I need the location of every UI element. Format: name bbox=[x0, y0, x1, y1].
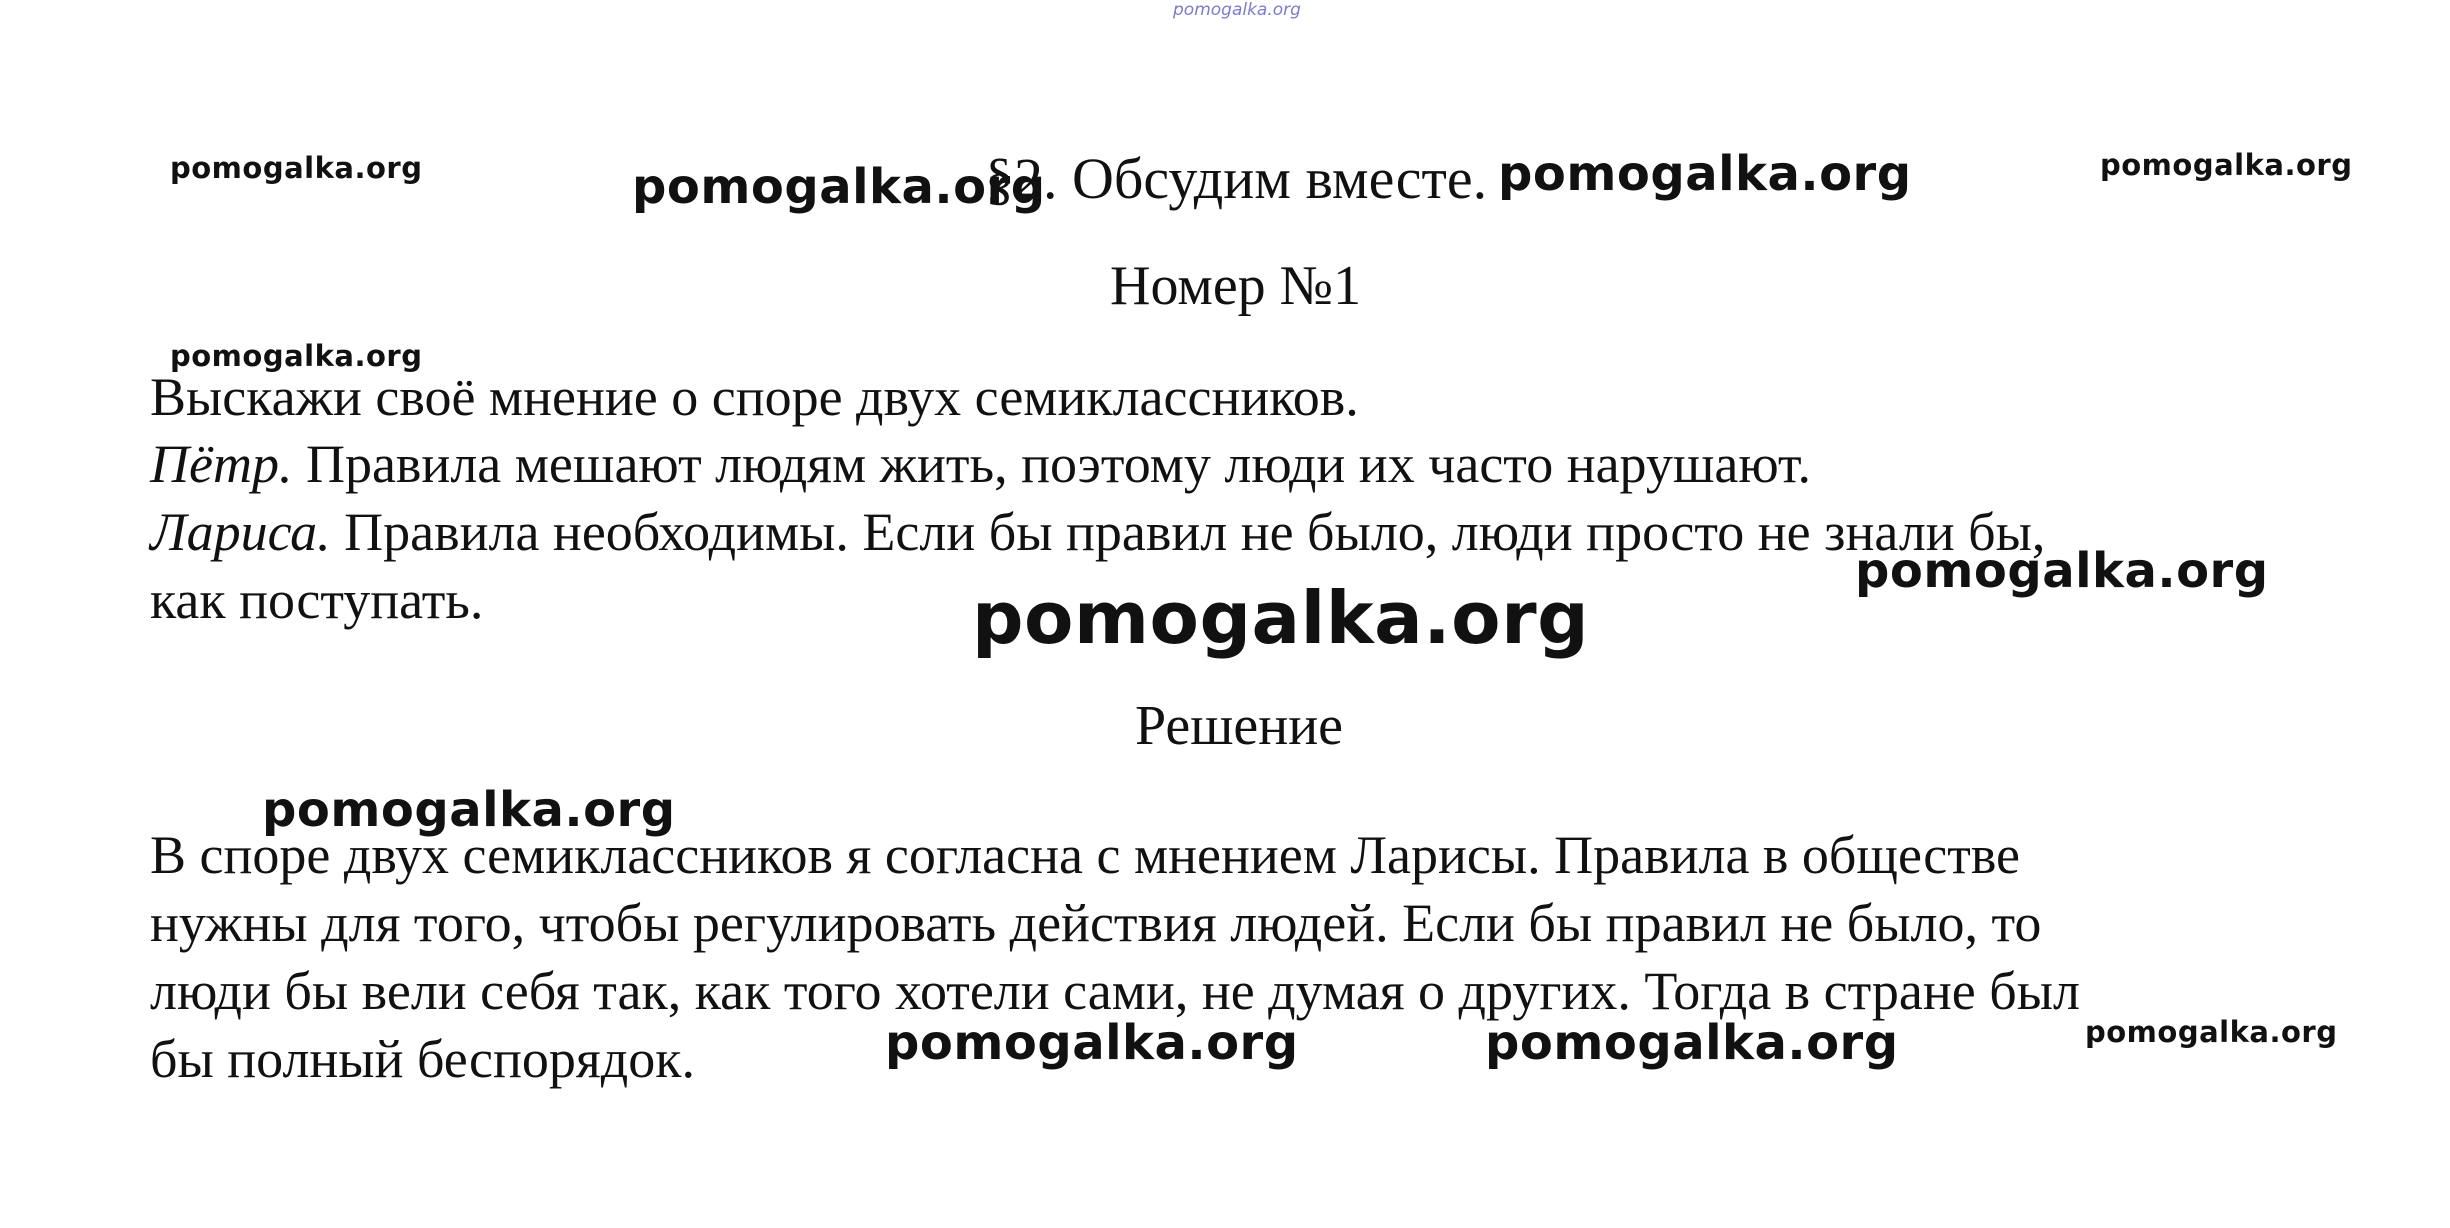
watermark-bottom-1: pomogalka.org bbox=[885, 1015, 1299, 1071]
watermark-heading-right: pomogalka.org bbox=[1498, 146, 1912, 202]
petr-line bbox=[150, 434, 1812, 494]
watermark-top-right: pomogalka.org bbox=[2100, 148, 2353, 182]
petr-text: Правила мешают людям жить, поэтому люди их часто нарушают. bbox=[305, 434, 1812, 494]
watermark-center-large: pomogalka.org bbox=[972, 576, 1590, 660]
solution-title: Решение bbox=[1135, 695, 1344, 757]
task-title: Номер №1 bbox=[1110, 255, 1362, 317]
larisa-line bbox=[150, 502, 2046, 562]
solution-line-1: В споре двух семиклассников я согласна с мнением Ларисы. Правила в обществе bbox=[150, 825, 2021, 885]
page-heading: §2. Обсудим вместе. bbox=[985, 146, 1488, 211]
watermark-top-left: pomogalka.org bbox=[170, 151, 423, 185]
larisa-name: Лариса. bbox=[150, 502, 331, 562]
solution-line-3: люди бы вели себя так, как того хотели сами, не думая о других. Тогда в стране был bbox=[150, 961, 2080, 1021]
solution-line-2: нужны для того, чтобы регулировать действия людей. Если бы правил не было, то bbox=[150, 893, 2042, 953]
watermark-above-task: pomogalka.org bbox=[170, 339, 423, 373]
watermark-bottom-2: pomogalka.org bbox=[1485, 1015, 1899, 1071]
watermark-heading-left: pomogalka.org bbox=[632, 159, 1046, 215]
solution-line-4: бы полный беспорядок. bbox=[150, 1029, 695, 1089]
watermark-task-right: pomogalka.org bbox=[1855, 543, 2269, 599]
larisa-line-cont: как поступать. bbox=[150, 570, 484, 630]
task-prompt: Выскажи своё мнение о споре двух семиклассников. bbox=[150, 367, 1359, 427]
top-watermark: pomogalka.org bbox=[1173, 0, 1301, 20]
petr-name: Пётр. bbox=[150, 434, 293, 494]
watermark-solution-left: pomogalka.org bbox=[262, 782, 676, 838]
watermark-bottom-3: pomogalka.org bbox=[2085, 1015, 2338, 1049]
larisa-text: Правила необходимы. Если бы правил не было, люди просто не знали бы, bbox=[344, 502, 2046, 562]
